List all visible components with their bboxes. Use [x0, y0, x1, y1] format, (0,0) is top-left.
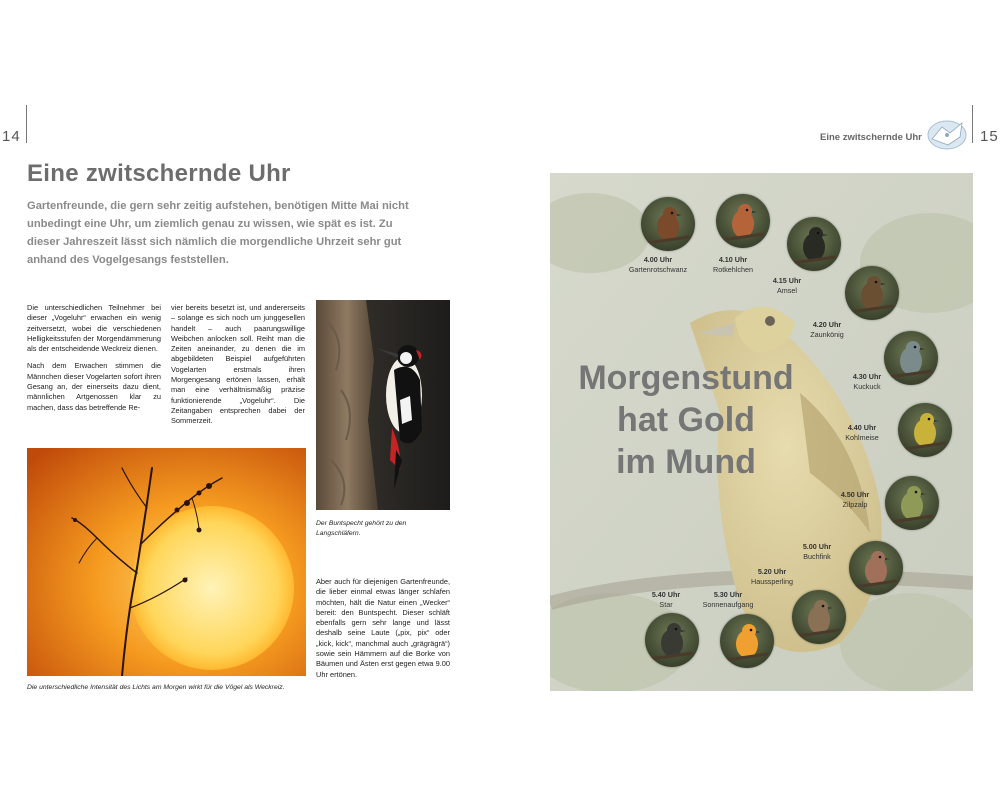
- motto-heading: [572, 357, 800, 483]
- bird-name: Rotkehlchen: [713, 264, 753, 274]
- bird-time-label: [616, 590, 716, 609]
- clock-logo-icon: [926, 117, 968, 153]
- woodpecker-caption: Der Buntspecht gehört zu den Langschläfern.: [316, 520, 407, 537]
- bird-time: 4.30 Uhr: [852, 372, 882, 381]
- bird-name: Kuckuck: [853, 381, 881, 391]
- bird-name: Kohlmeise: [845, 432, 879, 442]
- bird-time: 4.20 Uhr: [812, 320, 842, 329]
- bird-name: Zaunkönig: [810, 329, 844, 339]
- bird-name: Zilpzalp: [842, 499, 868, 509]
- bird-time: 5.00 Uhr: [802, 542, 832, 551]
- sunrise-caption: Die unterschiedliche Intensität des Lichts am Morgen wirkt für die Vögel als Weckreiz.: [27, 684, 285, 691]
- bird-time: 4.15 Uhr: [772, 276, 802, 285]
- bird-time-label: [722, 567, 822, 586]
- bird-icon: [792, 590, 846, 644]
- bird-time: 5.20 Uhr: [757, 567, 787, 576]
- bird-time: 5.30 Uhr: [713, 590, 743, 599]
- bird-time-label: [683, 255, 783, 274]
- bird-photo-circle: [645, 613, 699, 667]
- running-header: Eine zwitschernde Uhr: [820, 132, 922, 143]
- woodpecker-photo: [316, 300, 450, 510]
- bird-photo-circle: [845, 266, 899, 320]
- bird-photo-circle: [720, 614, 774, 668]
- paragraph: vier bereits besetzt ist, und andererseits – solange es sich noch um junggesellen handelt – auch paarungswillige Weibchen anlocken soll. Reiht man die Zeiten aneinander, zu denen die im abgebildeten Beispiel aufgeführten Vogelarten erstmals ihren Morgengesang ertönen lassen, erhält man eine verhältnismäßig präzise funktionierende „Vogeluhr“. Die Zeitangaben entsprechen dabei der Sommerzeit.: [171, 303, 305, 426]
- bird-icon: [787, 217, 841, 271]
- motto-line: im Mund: [616, 443, 756, 481]
- bird-name: Sonnenaufgang: [702, 599, 754, 609]
- bird-icon: [716, 194, 770, 248]
- bird-photo-circle: [792, 590, 846, 644]
- motto-line: hat Gold: [617, 401, 755, 439]
- bird-time-label: [805, 490, 905, 509]
- text-column-3: [316, 577, 450, 687]
- bird-time-label: [737, 276, 837, 295]
- bird-time: 4.40 Uhr: [847, 423, 877, 432]
- bird-name: Haussperling: [751, 576, 793, 586]
- paragraph: Aber auch für diejenigen Gartenfreunde, die lieber einmal etwas länger schlafen möchten, hält die Natur einen „Wecker“ bereit: den Buntspecht. Dieser schläft ebenfalls gern sehr lange und lässt deshalb seine Laute („pix, pix“ oder „kick, kick“, manchmal auch „grägrägrä“) sowie sein Hämmern auf die Borke von Bäumen und Ästen erst gegen etwa 9.00 Uhr ertönen.: [316, 577, 450, 679]
- bird-time-label: [812, 423, 912, 442]
- page-title: Eine zwitschernde Uhr: [27, 160, 291, 187]
- text-column-2: [171, 303, 305, 434]
- bird-name: Buchfink: [803, 551, 831, 561]
- bird-time-label: [767, 542, 867, 561]
- bird-name: Amsel: [777, 285, 797, 295]
- paragraph: Nach dem Erwachen stimmen die Männchen dieser Vogelarten sofort ihren Gesang an, der einerseits dazu dient, männlichen Artgenossen klar zu machen, dass das betreffende Re-: [27, 361, 161, 412]
- bird-icon: [645, 613, 699, 667]
- bird-icon: [641, 197, 695, 251]
- bird-time-label: [777, 320, 877, 339]
- paragraph: Die unterschiedlichen Teilnehmer bei dieser „Vogeluhr“ erwachen ein wenig zeitversetzt, wobei die verschiedenen Helligkeitsstufen der Morgendämmerung als der entscheidende Weckreiz dienen.: [27, 303, 161, 354]
- text-column-1: [27, 303, 161, 420]
- page-number-left: 14: [2, 128, 21, 145]
- bird-icon: [720, 614, 774, 668]
- bird-photo-circle: [787, 217, 841, 271]
- bird-time: 4.00 Uhr: [643, 255, 673, 264]
- page-number-right: 15: [980, 128, 999, 145]
- page-divider-left: [26, 105, 27, 143]
- bird-photo-circle: [716, 194, 770, 248]
- sunrise-photo: [27, 448, 306, 676]
- motto-line: Morgenstund: [578, 359, 794, 397]
- bird-time: 4.50 Uhr: [840, 490, 870, 499]
- bird-time: 5.40 Uhr: [651, 590, 681, 599]
- bird-icon: [845, 266, 899, 320]
- intro-paragraph: Gartenfreunde, die gern sehr zeitig aufstehen, benötigen Mitte Mai nicht unbedingt eine Uhr, um ziemlich genau zu wissen, wie spät es ist. Zu dieser Jahreszeit lässt sich nämlich die morgendliche Uhrzeit sehr gut anhand des Vogelgesangs feststellen.: [27, 200, 409, 266]
- bird-time: 4.10 Uhr: [718, 255, 748, 264]
- bird-name: Star: [659, 599, 673, 609]
- bird-photo-circle: [641, 197, 695, 251]
- page-divider-right: [972, 105, 973, 143]
- bird-time-label: [817, 372, 917, 391]
- bird-name: Gartenrotschwanz: [628, 264, 688, 274]
